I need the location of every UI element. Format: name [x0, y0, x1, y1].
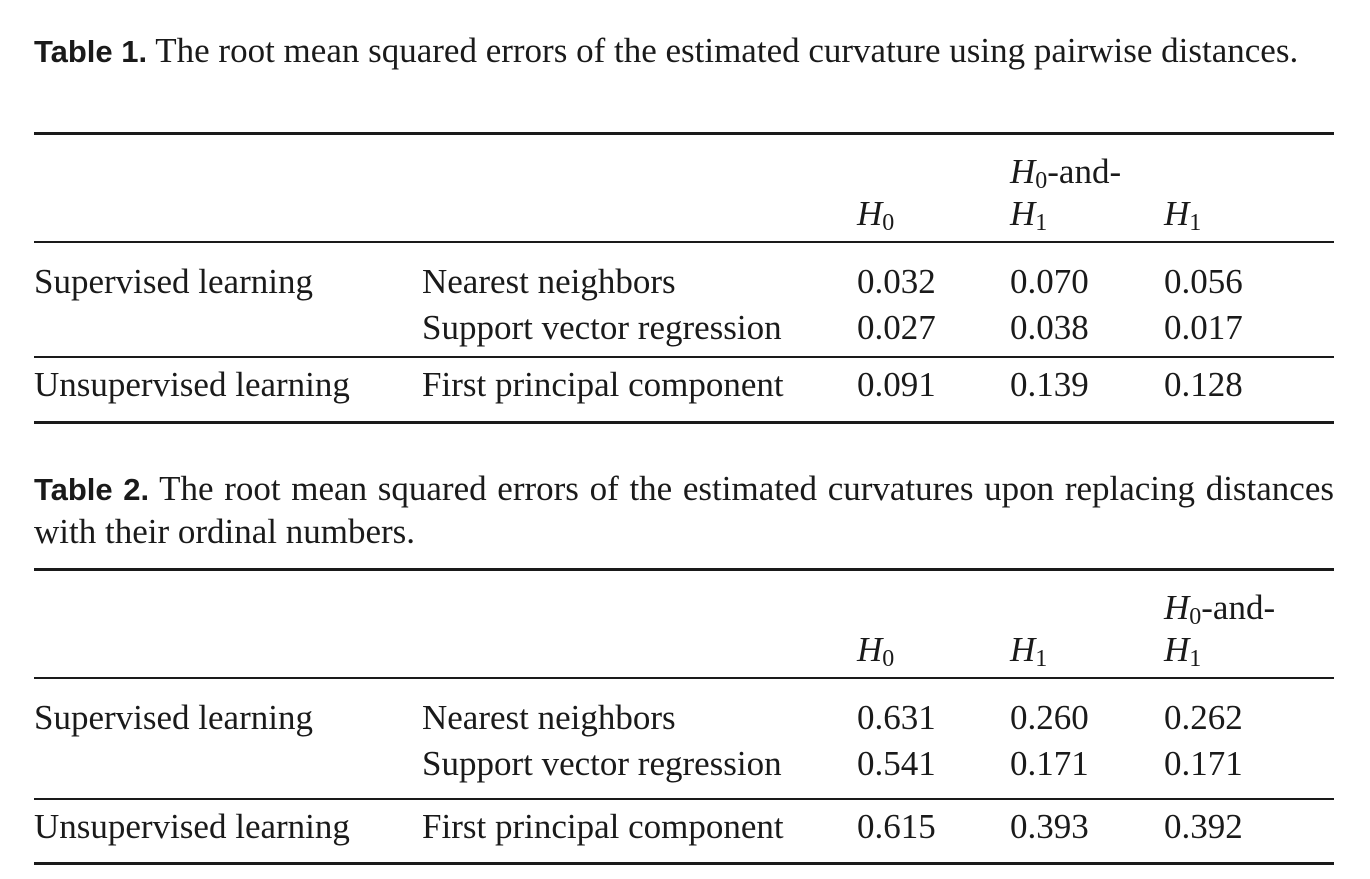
table-header-rule — [34, 241, 1334, 243]
table-bottom-rule — [34, 421, 1334, 424]
table-cell-h0: 0.027 — [857, 308, 936, 347]
table-cell-h0: 0.091 — [857, 365, 936, 404]
table-cell-method: First principal component — [422, 365, 784, 404]
table-cell-h0-and-h1: 0.262 — [1164, 698, 1243, 737]
table-caption-text: The root mean squared errors of the estimated curvatures upon replacing distances with their ordinal numbers. — [34, 469, 1334, 551]
header-h1: $H_1$ — [1010, 630, 1048, 672]
table-cell-h0: 0.631 — [857, 698, 936, 737]
table-caption — [34, 30, 1334, 73]
table-cell-h0-and-h1: 0.056 — [1164, 262, 1243, 301]
table-cell-method: First principal component — [422, 807, 784, 846]
table-caption-label: Table 2. — [34, 472, 150, 507]
table-cell-method: Support vector regression — [422, 308, 782, 347]
table-cell-h1: 0.139 — [1010, 365, 1089, 404]
table-bottom-rule — [34, 862, 1334, 865]
table-top-rule — [34, 568, 1334, 571]
table-cell-h0-and-h1: 0.171 — [1164, 744, 1243, 783]
table-caption — [34, 468, 1334, 553]
table-cell-h0-and-h1: 0.128 — [1164, 365, 1243, 404]
table-1 — [34, 30, 1334, 404]
header-h0: $H_0$ — [857, 630, 895, 672]
table-2 — [34, 468, 1334, 846]
table-caption-label: Table 1. — [34, 34, 148, 69]
table-cell-method: Nearest neighbors — [422, 262, 676, 301]
table-cell-h1: 0.038 — [1010, 308, 1089, 347]
header-h0: $H_0$ — [857, 194, 895, 236]
table-cell-h1: 0.171 — [1010, 744, 1089, 783]
table-cell-h1: 0.260 — [1010, 698, 1089, 737]
table-cell-group: Supervised learning — [34, 262, 313, 301]
table-cell-h0: 0.032 — [857, 262, 936, 301]
table-header-rule — [34, 677, 1334, 679]
table-group-rule — [34, 356, 1334, 358]
table-top-rule — [34, 132, 1334, 135]
header-h0-and-h1-line1: $H_0-and-$ — [1010, 152, 1122, 194]
table-group-rule — [34, 798, 1334, 800]
table-cell-h0-and-h1: 0.392 — [1164, 807, 1243, 846]
header-h1: $H_1$ — [1010, 194, 1048, 236]
table-cell-method: Nearest neighbors — [422, 698, 676, 737]
table-cell-h1: 0.070 — [1010, 262, 1089, 301]
header-h0-and-h1-line1: $H_0-and-$ — [1164, 588, 1276, 630]
table-cell-h1: 0.393 — [1010, 807, 1089, 846]
table-cell-h0-and-h1: 0.017 — [1164, 308, 1243, 347]
table-cell-group: Unsupervised learning — [34, 365, 350, 404]
table-cell-group: Supervised learning — [34, 698, 313, 737]
table-caption-text: The root mean squared errors of the estimated curvature using pairwise distances. — [155, 31, 1299, 70]
table-cell-h0: 0.541 — [857, 744, 936, 783]
table-cell-group: Unsupervised learning — [34, 807, 350, 846]
table-cell-h0: 0.615 — [857, 807, 936, 846]
header-h0-and-h1-line2: $H_1$ — [1164, 630, 1202, 672]
header-h0-and-h1-line2: $H_1$ — [1164, 194, 1202, 236]
table-cell-method: Support vector regression — [422, 744, 782, 783]
